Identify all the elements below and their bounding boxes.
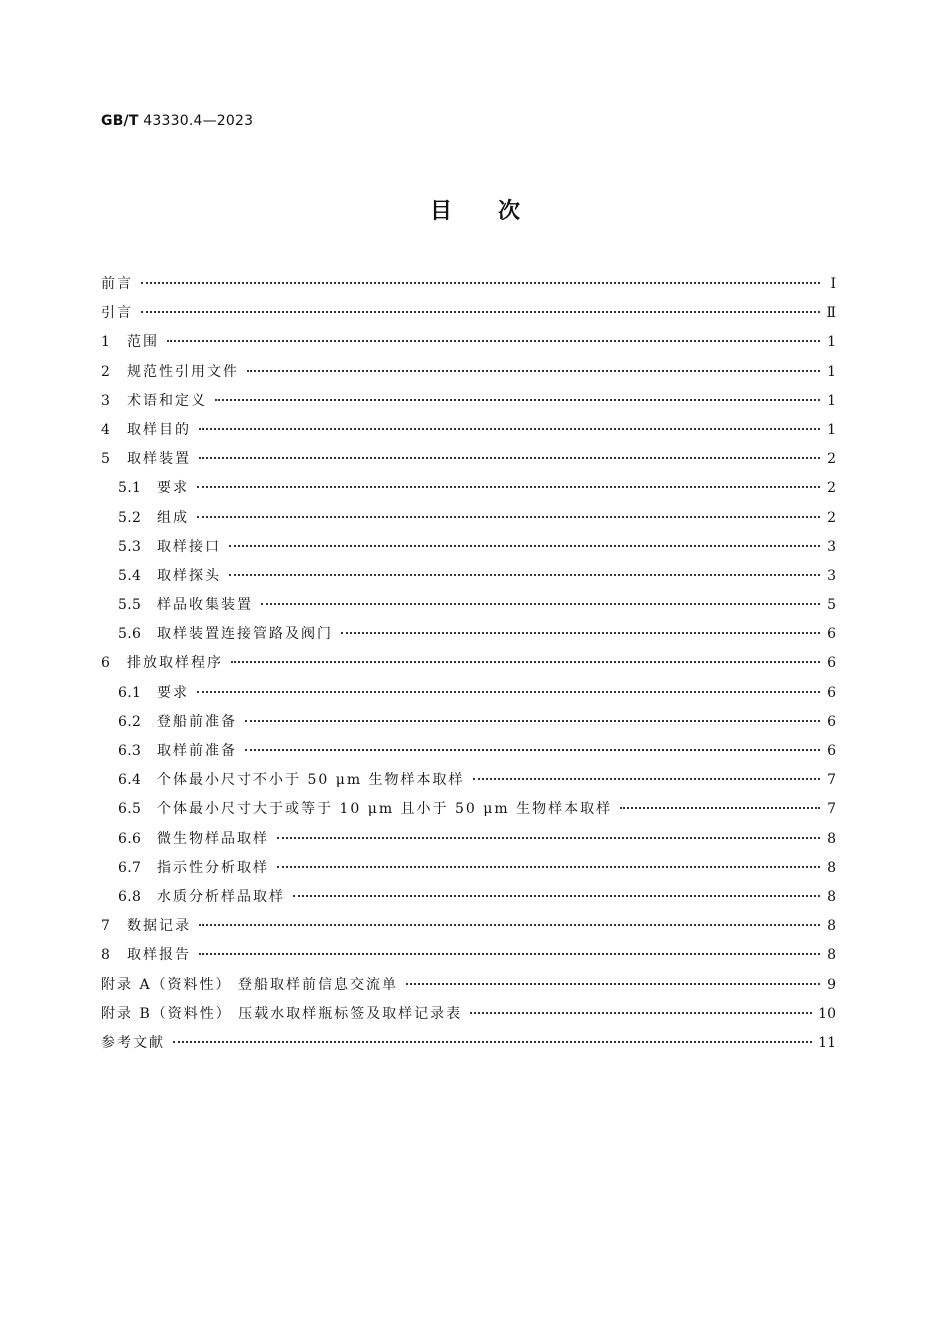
toc-leader-dots bbox=[167, 340, 820, 342]
standard-code: GB/T bbox=[101, 113, 139, 129]
toc-entry-page: 6 bbox=[827, 684, 836, 701]
toc-entry[interactable] bbox=[101, 504, 836, 533]
toc-entry[interactable] bbox=[101, 1029, 836, 1058]
toc-entry-page: 11 bbox=[818, 1034, 836, 1051]
toc-entry[interactable] bbox=[101, 328, 836, 357]
toc-entry-label: 微生物样品取样 bbox=[157, 830, 269, 847]
toc-leader-dots bbox=[277, 866, 820, 868]
toc-entry-page: 6 bbox=[827, 713, 836, 730]
toc-leader-dots bbox=[141, 282, 820, 284]
toc-entry[interactable] bbox=[101, 649, 836, 678]
toc-entry[interactable] bbox=[101, 679, 836, 708]
toc-entry-page: 2 bbox=[827, 480, 836, 497]
toc-entry-label: 指示性分析取样 bbox=[157, 859, 269, 876]
toc-entry[interactable] bbox=[101, 825, 836, 854]
toc-entry-label: 样品收集装置 bbox=[157, 597, 253, 614]
toc-entry-label: 附录 B（资料性） 压载水取样瓶标签及取样记录表 bbox=[101, 1005, 463, 1022]
table-of-contents bbox=[101, 270, 836, 1058]
toc-entry-label: 要求 bbox=[157, 480, 189, 497]
toc-leader-dots bbox=[245, 749, 820, 751]
toc-entry-page: 1 bbox=[827, 334, 836, 351]
toc-entry[interactable] bbox=[101, 941, 836, 970]
toc-entry[interactable] bbox=[101, 474, 836, 503]
toc-entry-label: 个体最小尺寸大于或等于 10 μm 且小于 50 μm 生物样本取样 bbox=[157, 801, 613, 818]
toc-entry[interactable] bbox=[101, 562, 836, 591]
toc-entry[interactable] bbox=[101, 358, 836, 387]
toc-entry[interactable] bbox=[101, 971, 836, 1000]
toc-leader-dots bbox=[470, 1012, 812, 1014]
toc-entry-number: 3 bbox=[101, 392, 111, 409]
toc-entry-number: 6.1 bbox=[118, 684, 142, 701]
toc-entry-label: 取样接口 bbox=[157, 538, 221, 555]
toc-entry-number: 6.8 bbox=[118, 888, 142, 905]
toc-entry-label: 前言 bbox=[101, 276, 133, 292]
toc-entry-number: 5.6 bbox=[118, 626, 142, 643]
toc-leader-dots bbox=[199, 953, 820, 955]
toc-entry-number: 2 bbox=[101, 363, 111, 380]
toc-entry-number: 6.6 bbox=[118, 830, 142, 847]
toc-entry[interactable] bbox=[101, 1000, 836, 1029]
toc-entry-label: 取样报告 bbox=[127, 947, 191, 964]
toc-leader-dots bbox=[231, 661, 820, 663]
toc-leader-dots bbox=[199, 457, 820, 459]
toc-entry-number: 6.5 bbox=[118, 801, 142, 818]
toc-leader-dots bbox=[215, 399, 820, 401]
toc-entry-page: 8 bbox=[827, 888, 836, 905]
toc-entry-page: 8 bbox=[827, 918, 836, 935]
toc-leader-dots bbox=[293, 895, 820, 897]
toc-leader-dots bbox=[406, 983, 820, 985]
toc-entry[interactable] bbox=[101, 883, 836, 912]
toc-entry[interactable] bbox=[101, 620, 836, 649]
toc-entry[interactable] bbox=[101, 737, 836, 766]
toc-leader-dots bbox=[173, 1041, 812, 1043]
toc-entry-page: 3 bbox=[827, 567, 836, 584]
toc-entry-page: 1 bbox=[827, 392, 836, 409]
toc-entry-label: 要求 bbox=[157, 684, 189, 701]
toc-leader-dots bbox=[141, 311, 820, 313]
toc-title: 目次 bbox=[429, 199, 566, 224]
toc-entry-page: 7 bbox=[827, 772, 836, 789]
toc-leader-dots bbox=[247, 370, 820, 372]
toc-entry-number: 5.1 bbox=[118, 480, 142, 497]
standard-number: 43330.4—2023 bbox=[143, 113, 254, 129]
toc-entry[interactable] bbox=[101, 766, 836, 795]
toc-entry-number: 6.2 bbox=[118, 713, 142, 730]
toc-leader-dots bbox=[620, 807, 820, 809]
toc-entry-label: 参考文献 bbox=[101, 1034, 165, 1051]
toc-entry-page: 1 bbox=[827, 421, 836, 438]
toc-entry-page: Ⅰ bbox=[830, 276, 836, 292]
toc-entry[interactable] bbox=[101, 708, 836, 737]
toc-entry-number: 5 bbox=[101, 451, 111, 468]
toc-leader-dots bbox=[341, 632, 820, 634]
toc-entry[interactable] bbox=[101, 533, 836, 562]
toc-leader-dots bbox=[197, 691, 820, 693]
toc-entry-number: 6 bbox=[101, 655, 111, 672]
toc-entry-label: 术语和定义 bbox=[127, 392, 207, 409]
toc-entry[interactable] bbox=[101, 445, 836, 474]
toc-entry-number: 5.5 bbox=[118, 597, 142, 614]
toc-entry-label: 规范性引用文件 bbox=[127, 363, 239, 380]
toc-entry[interactable] bbox=[101, 416, 836, 445]
toc-entry-number: 6.4 bbox=[118, 772, 142, 789]
toc-entry[interactable] bbox=[101, 387, 836, 416]
toc-entry-page: 3 bbox=[827, 538, 836, 555]
toc-leader-dots bbox=[197, 516, 820, 518]
toc-entry-number: 8 bbox=[101, 947, 111, 964]
toc-entry-label: 取样装置连接管路及阀门 bbox=[157, 626, 333, 643]
toc-entry-page: 8 bbox=[827, 947, 836, 964]
toc-leader-dots bbox=[199, 428, 820, 430]
toc-leader-dots bbox=[245, 720, 820, 722]
toc-entry-number: 6.7 bbox=[118, 859, 142, 876]
toc-entry-number: 5.3 bbox=[118, 538, 142, 555]
toc-entry-number: 5.2 bbox=[118, 509, 142, 526]
toc-entry-number: 1 bbox=[101, 334, 111, 351]
toc-entry-page: 6 bbox=[827, 626, 836, 643]
toc-entry-page: 9 bbox=[827, 976, 836, 993]
toc-entry-label: 取样目的 bbox=[127, 421, 191, 438]
toc-entry[interactable] bbox=[101, 299, 836, 328]
toc-entry-label: 登船前准备 bbox=[157, 713, 237, 730]
toc-entry-page: 8 bbox=[827, 830, 836, 847]
toc-entry-number: 6.3 bbox=[118, 743, 142, 759]
toc-entry-number: 5.4 bbox=[118, 567, 142, 584]
toc-entry-page: 10 bbox=[818, 1005, 836, 1022]
toc-entry[interactable] bbox=[101, 270, 836, 299]
toc-leader-dots bbox=[473, 778, 820, 780]
toc-leader-dots bbox=[229, 574, 820, 576]
toc-entry-label: 范围 bbox=[127, 334, 159, 351]
toc-entry-label: 水质分析样品取样 bbox=[157, 888, 285, 905]
toc-entry-page: 2 bbox=[827, 509, 836, 526]
toc-entry[interactable] bbox=[101, 795, 836, 824]
toc-entry-label: 取样探头 bbox=[157, 567, 221, 584]
toc-entry-number: 7 bbox=[101, 918, 111, 935]
toc-leader-dots bbox=[277, 837, 820, 839]
page-header bbox=[101, 113, 253, 129]
toc-entry-number: 4 bbox=[101, 421, 111, 438]
toc-entry-label: 附录 A（资料性） 登船取样前信息交流单 bbox=[101, 976, 399, 993]
toc-entry-label: 排放取样程序 bbox=[127, 655, 223, 672]
toc-entry[interactable] bbox=[101, 912, 836, 941]
toc-entry-label: 个体最小尺寸不小于 50 μm 生物样本取样 bbox=[157, 772, 465, 789]
toc-entry-label: 取样前准备 bbox=[157, 743, 237, 759]
toc-leader-dots bbox=[261, 603, 820, 605]
toc-entry-page: 6 bbox=[827, 743, 836, 759]
toc-entry-label: 引言 bbox=[101, 305, 133, 322]
toc-entry-page: 2 bbox=[827, 451, 836, 468]
toc-entry-label: 数据记录 bbox=[127, 918, 191, 935]
toc-entry-label: 组成 bbox=[157, 509, 189, 526]
toc-entry-page: 7 bbox=[827, 801, 836, 818]
toc-entry-page: 6 bbox=[827, 655, 836, 672]
toc-entry[interactable] bbox=[101, 854, 836, 883]
toc-leader-dots bbox=[197, 486, 820, 488]
toc-leader-dots bbox=[199, 924, 820, 926]
toc-entry-page: Ⅱ bbox=[826, 305, 836, 322]
toc-leader-dots bbox=[229, 545, 820, 547]
toc-entry[interactable] bbox=[101, 591, 836, 620]
toc-entry-page: 8 bbox=[827, 859, 836, 876]
toc-entry-label: 取样装置 bbox=[127, 451, 191, 468]
toc-entry-page: 1 bbox=[827, 363, 836, 380]
toc-entry-page: 5 bbox=[827, 597, 836, 614]
